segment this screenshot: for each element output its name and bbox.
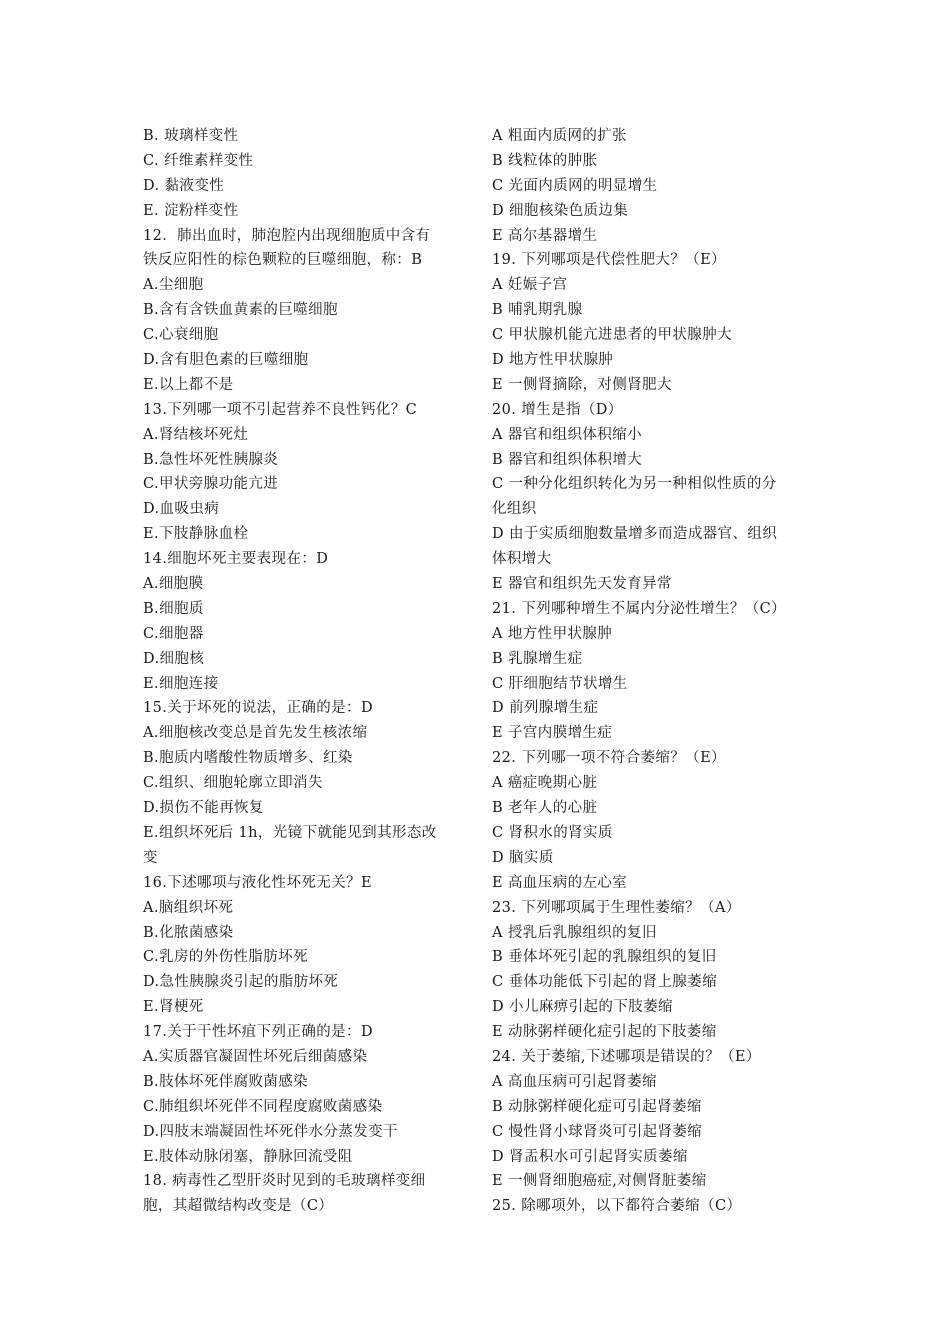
text-line: 化组织 — [492, 501, 537, 518]
text-line: 23. 下列哪项属于生理性萎缩？（A） — [492, 899, 741, 916]
text-line: E 子宫内膜增生症 — [492, 725, 613, 742]
text-line: D.含有胆色素的巨噬细胞 — [143, 352, 309, 369]
left-column — [143, 124, 473, 1219]
text-line: 胞，其超微结构改变是（C） — [143, 1198, 334, 1215]
text-line: D.损伤不能再恢复 — [143, 800, 264, 817]
text-line: D.四肢末端凝固性坏死伴水分蒸发变干 — [143, 1123, 398, 1140]
text-line: E 高血压病的左心室 — [492, 874, 628, 891]
text-line: B.急性坏死性胰腺炎 — [143, 451, 279, 468]
text-line: C 肝细胞结节状增生 — [492, 675, 628, 692]
text-line: E.细胞连接 — [143, 675, 219, 692]
text-line: D.血吸虫病 — [143, 501, 220, 518]
text-line: E 一侧肾摘除，对侧肾肥大 — [492, 376, 672, 393]
text-line: 15.关于坏死的说法，正确的是：D — [143, 700, 373, 717]
text-line: C. 纤维素样变性 — [143, 152, 254, 169]
text-line: 19. 下列哪项是代偿性肥大？（E） — [492, 252, 726, 269]
text-line: 12．肺出血时，肺泡腔内出现细胞质中含有 — [143, 227, 431, 244]
text-line: 25. 除哪项外，以下都符合萎缩（C） — [492, 1198, 742, 1215]
text-line: E.下肢静脉血栓 — [143, 526, 249, 543]
text-line: C 甲状腺机能亢进患者的甲状腺肿大 — [492, 327, 733, 344]
text-line: D.急性胰腺炎引起的脂肪坏死 — [143, 974, 339, 991]
text-line: B.肢体坏死伴腐败菌感染 — [143, 1073, 309, 1090]
text-line: A 高血压病可引起肾萎缩 — [492, 1073, 657, 1090]
text-line: D 前列腺增生症 — [492, 700, 599, 717]
text-line: B 垂体坏死引起的乳腺组织的复旧 — [492, 949, 717, 966]
text-line: 24. 关于萎缩,下述哪项是错误的？（E） — [492, 1048, 761, 1065]
text-line: 变 — [143, 849, 158, 866]
text-line: 铁反应阳性的棕色颗粒的巨噬细胞，称：B — [143, 252, 423, 269]
text-line: A.细胞膜 — [143, 576, 204, 593]
text-line: 18. 病毒性乙型肝炎时见到的毛玻璃样变细 — [143, 1173, 426, 1190]
right-column — [492, 124, 807, 1219]
text-line: B 老年人的心脏 — [492, 800, 598, 817]
text-line: B 器官和组织体积增大 — [492, 451, 643, 468]
text-line: D 细胞核染色质边集 — [492, 202, 629, 219]
text-line: 14.细胞坏死主要表现在：D — [143, 551, 329, 568]
text-line: 13.下列哪一项不引起营养不良性钙化？C — [143, 401, 418, 418]
text-line: A 粗面内质网的扩张 — [492, 128, 628, 144]
text-line: E 高尔基器增生 — [492, 227, 598, 244]
text-line: B.含有含铁血黄素的巨噬细胞 — [143, 302, 338, 319]
text-line: 22. 下列哪一项不符合萎缩？（E） — [492, 750, 726, 767]
text-line: D 小儿麻痹引起的下肢萎缩 — [492, 999, 673, 1016]
text-line: 20. 增生是指（D） — [492, 401, 623, 418]
text-line: C.肺组织坏死伴不同程度腐败菌感染 — [143, 1098, 383, 1115]
text-line: E.组织坏死后 1h，光镜下就能见到其形态改 — [143, 824, 437, 841]
text-line: A.细胞核改变总是首先发生核浓缩 — [143, 725, 368, 742]
text-line: C 光面内质网的明显增生 — [492, 177, 658, 194]
text-line: B.化脓菌感染 — [143, 924, 234, 941]
text-line: C 垂体功能低下引起的肾上腺萎缩 — [492, 974, 718, 991]
text-line: A 器官和组织体积缩小 — [492, 426, 642, 443]
text-line: D. 黏液变性 — [143, 177, 225, 194]
text-line: E 一侧肾细胞癌症,对侧肾脏萎缩 — [492, 1173, 707, 1190]
text-line: C.细胞器 — [143, 625, 204, 642]
text-line: E.肾梗死 — [143, 999, 204, 1016]
text-line: D 肾盂积水可引起肾实质萎缩 — [492, 1148, 688, 1165]
text-line: A.脑组织坏死 — [143, 899, 234, 916]
text-line: 16.下述哪项与液化性坏死无关？E — [143, 874, 372, 891]
text-line: B.细胞质 — [143, 600, 204, 617]
text-line: E.肢体动脉闭塞，静脉回流受阻 — [143, 1148, 353, 1165]
text-line: 体积增大 — [492, 551, 552, 568]
text-line: E. 淀粉样变性 — [143, 202, 239, 219]
text-line: A.肾结核坏死灶 — [143, 426, 249, 443]
text-line: C 一种分化组织转化为另一种相似性质的分 — [492, 476, 777, 493]
text-line: B. 玻璃样变性 — [143, 128, 239, 144]
text-line: B.胞质内嗜酸性物质增多、红染 — [143, 750, 353, 767]
text-line: D 由于实质细胞数量增多而造成器官、组织 — [492, 526, 778, 543]
text-line: D.细胞核 — [143, 650, 205, 667]
text-line: D 脑实质 — [492, 849, 554, 866]
text-line: C.心衰细胞 — [143, 327, 219, 344]
text-line: B 线粒体的肿胀 — [492, 152, 598, 169]
text-line: 17.关于干性坏疽下列正确的是：D — [143, 1024, 373, 1041]
text-line: B 哺乳期乳腺 — [492, 302, 583, 319]
text-line: A 妊娠子宫 — [492, 277, 568, 294]
text-line: B 动脉粥样硬化症可引起肾萎缩 — [492, 1098, 702, 1115]
text-line: B 乳腺增生症 — [492, 650, 583, 667]
text-line: E.以上都不是 — [143, 376, 234, 393]
text-line: E 动脉粥样硬化症引起的下肢萎缩 — [492, 1024, 717, 1041]
text-line: C 慢性肾小球肾炎可引起肾萎缩 — [492, 1123, 703, 1140]
text-line: C 肾积水的肾实质 — [492, 824, 613, 841]
text-line: A.实质器官凝固性坏死后细菌感染 — [143, 1048, 368, 1065]
text-line: C.组织、细胞轮廓立即消失 — [143, 775, 323, 792]
text-line: 21. 下列哪种增生不属内分泌性增生？（C） — [492, 600, 787, 617]
text-line: D 地方性甲状腺肿 — [492, 352, 614, 369]
text-line: A 地方性甲状腺肿 — [492, 625, 613, 642]
text-line: A 癌症晚期心脏 — [492, 775, 598, 792]
text-line: A.尘细胞 — [143, 277, 204, 294]
text-line: C.甲状旁腺功能亢进 — [143, 476, 279, 493]
text-line: A 授乳后乳腺组织的复旧 — [492, 924, 657, 941]
text-line: C.乳房的外伤性脂肪坏死 — [143, 949, 308, 966]
text-line: E 器官和组织先天发育异常 — [492, 576, 672, 593]
